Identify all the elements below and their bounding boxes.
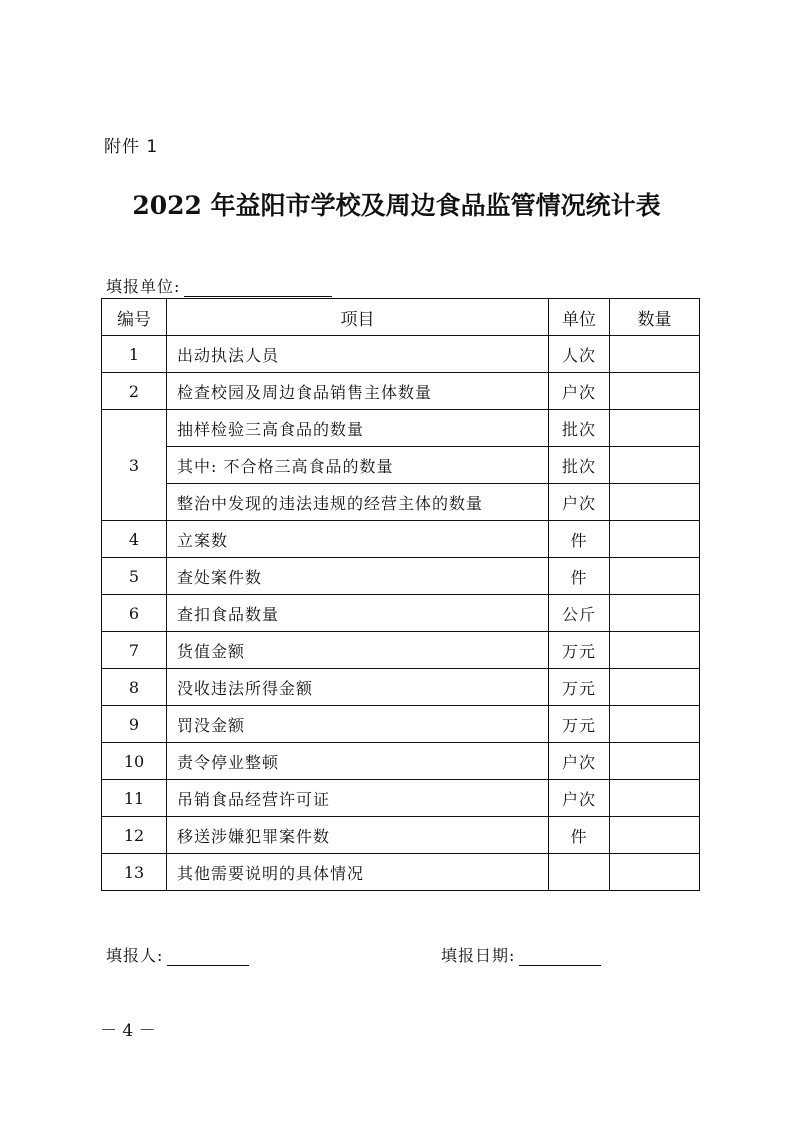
row-item: 罚没金额 xyxy=(167,706,549,743)
row-number: 6 xyxy=(102,595,167,632)
date-row xyxy=(441,943,601,966)
row-number: 11 xyxy=(102,780,167,817)
row-unit: 人次 xyxy=(549,336,610,373)
table-row xyxy=(102,558,700,595)
row-item: 吊销食品经营许可证 xyxy=(167,780,549,817)
row-unit: 件 xyxy=(549,521,610,558)
row-unit: 件 xyxy=(549,817,610,854)
table-row xyxy=(102,447,700,484)
row-number: 5 xyxy=(102,558,167,595)
table-row xyxy=(102,632,700,669)
row-quantity-cell xyxy=(610,373,700,410)
filler-blank xyxy=(167,949,249,966)
table-row xyxy=(102,484,700,521)
row-item: 立案数 xyxy=(167,521,549,558)
row-unit xyxy=(549,854,610,891)
row-item: 没收违法所得金额 xyxy=(167,669,549,706)
table-row xyxy=(102,410,700,447)
table-row xyxy=(102,669,700,706)
reporting-unit-row xyxy=(106,274,332,297)
row-unit: 万元 xyxy=(549,669,610,706)
row-quantity-cell xyxy=(610,854,700,891)
row-quantity-cell xyxy=(610,410,700,447)
row-item: 其他需要说明的具体情况 xyxy=(167,854,549,891)
row-item: 其中: 不合格三高食品的数量 xyxy=(167,447,549,484)
row-number: 1 xyxy=(102,336,167,373)
row-number: 2 xyxy=(102,373,167,410)
row-quantity-cell xyxy=(610,669,700,706)
row-unit: 万元 xyxy=(549,706,610,743)
page-number: － 4 － xyxy=(100,1021,156,1041)
header-quantity: 数量 xyxy=(610,299,700,336)
row-number: 3 xyxy=(102,410,167,521)
statistics-table xyxy=(101,298,700,891)
row-unit: 批次 xyxy=(549,447,610,484)
header-unit: 单位 xyxy=(549,299,610,336)
row-quantity-cell xyxy=(610,558,700,595)
row-quantity-cell xyxy=(610,336,700,373)
row-quantity-cell xyxy=(610,447,700,484)
row-unit: 户次 xyxy=(549,780,610,817)
table-row xyxy=(102,521,700,558)
row-quantity-cell xyxy=(610,780,700,817)
row-item: 查扣食品数量 xyxy=(167,595,549,632)
table-row xyxy=(102,706,700,743)
row-unit: 公斤 xyxy=(549,595,610,632)
row-unit: 户次 xyxy=(549,743,610,780)
row-number: 9 xyxy=(102,706,167,743)
row-quantity-cell xyxy=(610,743,700,780)
header-item: 项目 xyxy=(167,299,549,336)
date-blank xyxy=(519,949,601,966)
attachment-label: 附件 1 xyxy=(104,137,159,157)
table-row xyxy=(102,780,700,817)
table-row xyxy=(102,595,700,632)
date-label: 填报日期: xyxy=(441,946,516,965)
row-number: 7 xyxy=(102,632,167,669)
table-row xyxy=(102,854,700,891)
row-item: 整治中发现的违法违规的经营主体的数量 xyxy=(167,484,549,521)
row-quantity-cell xyxy=(610,521,700,558)
row-number: 4 xyxy=(102,521,167,558)
row-unit: 件 xyxy=(549,558,610,595)
row-item: 出动执法人员 xyxy=(167,336,549,373)
table-row xyxy=(102,743,700,780)
table-header-row xyxy=(102,299,700,336)
table-row xyxy=(102,373,700,410)
row-number: 13 xyxy=(102,854,167,891)
row-item: 移送涉嫌犯罪案件数 xyxy=(167,817,549,854)
row-quantity-cell xyxy=(610,632,700,669)
row-number: 12 xyxy=(102,817,167,854)
row-unit: 户次 xyxy=(549,373,610,410)
row-item: 货值金额 xyxy=(167,632,549,669)
row-number: 8 xyxy=(102,669,167,706)
filler-row xyxy=(106,943,249,966)
row-unit: 户次 xyxy=(549,484,610,521)
row-item: 查处案件数 xyxy=(167,558,549,595)
page-title: 2022 年益阳市学校及周边食品监管情况统计表 xyxy=(132,191,661,220)
row-item: 检查校园及周边食品销售主体数量 xyxy=(167,373,549,410)
row-quantity-cell xyxy=(610,484,700,521)
row-item: 抽样检验三高食品的数量 xyxy=(167,410,549,447)
row-number: 10 xyxy=(102,743,167,780)
reporting-unit-blank xyxy=(184,280,332,297)
row-unit: 批次 xyxy=(549,410,610,447)
table-row xyxy=(102,817,700,854)
table-row xyxy=(102,336,700,373)
row-quantity-cell xyxy=(610,706,700,743)
row-quantity-cell xyxy=(610,595,700,632)
reporting-unit-label: 填报单位: xyxy=(106,277,181,296)
row-quantity-cell xyxy=(610,817,700,854)
row-unit: 万元 xyxy=(549,632,610,669)
row-item: 责令停业整顿 xyxy=(167,743,549,780)
filler-label: 填报人: xyxy=(106,946,164,965)
header-number: 编号 xyxy=(102,299,167,336)
